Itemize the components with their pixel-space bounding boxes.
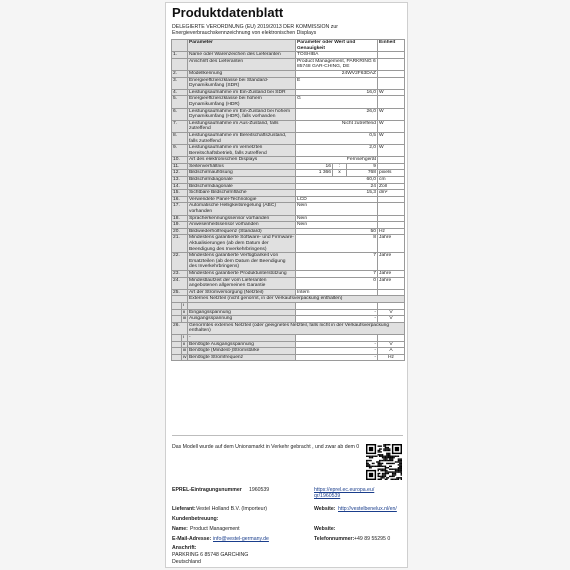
row-number: 17. <box>172 203 188 215</box>
table-header-row <box>172 40 405 52</box>
row-sub-index: i <box>182 334 188 341</box>
row-number: 13. <box>172 177 188 184</box>
row-number: 2. <box>172 70 188 77</box>
table-row <box>172 52 405 59</box>
row-parameter: Bildschirmauflösung <box>188 170 296 177</box>
row-number: 22. <box>172 253 188 271</box>
row-number: 19. <box>172 222 188 229</box>
table-row <box>172 235 405 253</box>
customer-service-label: Kundenbetreuung: <box>172 516 219 522</box>
row-parameter: Sichtbare Bildschirmfläche <box>188 190 296 197</box>
header-value: Parameter oder Wert und Genauigkeit <box>296 40 378 52</box>
row-number: 23. <box>172 270 188 277</box>
table-row <box>172 322 405 334</box>
row-parameter: Anschrift des Lieferanten <box>188 58 296 70</box>
table-row <box>172 309 405 316</box>
row-parameter: Mindestens garantierte Verfügbarkeit von Ersatzteilen (ab dem Datum der Beendigung des Inverkehrbringens) <box>188 253 296 271</box>
table-row <box>172 58 405 70</box>
row-parameter: Leistungsaufnahme im vernetzten Bereitschaftsbetrieb, falls zutreffend <box>188 145 296 157</box>
row-unit <box>378 215 405 222</box>
row-parameter: Art der Stromversorgung (Netzteil) <box>188 289 296 296</box>
row-parameter: Benötigte Stromfrequenz <box>188 354 296 361</box>
row-unit: W <box>378 108 405 120</box>
row-parameter: Anwesenheitssensor vorhanden <box>188 222 296 229</box>
page-title: Produktdatenblatt <box>172 5 284 20</box>
row-parameter: Energieeffizienzklasse bei hohem Dynamikumfang (HDR) <box>188 96 296 108</box>
eprel-label: EPREL-Eintragungsnummer <box>172 487 242 493</box>
row-value: Intern <box>296 289 378 296</box>
qr-code-icon[interactable] <box>366 444 402 480</box>
row-value-separator: : <box>333 163 347 170</box>
row-unit <box>378 222 405 229</box>
row-number <box>172 309 182 316</box>
row-parameter: Leistungsaufnahme im Bereitschaftszustand, falls zutreffend <box>188 132 296 144</box>
eprel-link[interactable]: https://eprel.ec.europa.eu/qr/1960539 <box>314 487 375 499</box>
row-number: 14. <box>172 183 188 190</box>
table-row <box>172 77 405 89</box>
table-row <box>172 203 405 215</box>
row-number: 1. <box>172 52 188 59</box>
table-row <box>172 334 405 341</box>
row-value: - <box>296 348 378 355</box>
row-unit: Hz <box>378 228 405 235</box>
row-unit: W <box>378 120 405 132</box>
row-parameter: - <box>188 334 296 341</box>
email-label: E-Mail-Adresse: <box>172 536 212 542</box>
row-number: 9. <box>172 145 188 157</box>
row-value-2: 9 <box>347 163 378 170</box>
supplier-website-link[interactable]: http://vestelbenelux.nl/en/ <box>338 506 397 512</box>
table-row <box>172 108 405 120</box>
header-unit: Einheit <box>378 40 405 52</box>
row-unit: V <box>378 309 405 316</box>
row-number: 7. <box>172 120 188 132</box>
product-parameter-table <box>171 39 405 361</box>
row-value: 24 <box>296 183 378 190</box>
row-unit: Jahre <box>378 235 405 253</box>
section-divider <box>172 435 403 436</box>
row-sub-index: ii <box>182 309 188 316</box>
row-unit: W <box>378 89 405 96</box>
row-parameter: Bildschirmdiagonale <box>188 183 296 190</box>
row-number <box>172 341 182 348</box>
table-row <box>172 70 405 77</box>
row-parameter: Bildwiederholfrequenz (Standard) <box>188 228 296 235</box>
header-number <box>172 40 188 52</box>
row-unit: Hz <box>378 354 405 361</box>
row-number: 15. <box>172 190 188 197</box>
row-value: 8 <box>296 235 378 253</box>
phone-label: Telefonnummer: <box>314 536 355 542</box>
table-row <box>172 132 405 144</box>
row-value-separator: x <box>333 170 347 177</box>
row-value: 16,0 <box>296 89 378 96</box>
table-row <box>172 253 405 271</box>
table-row <box>172 177 405 184</box>
table-row <box>172 354 405 361</box>
row-value <box>296 302 378 309</box>
row-value: Nein <box>296 203 378 215</box>
row-value: - <box>296 341 378 348</box>
row-full-text: Externes Netzteil (nicht genormt, in der Verkaufsverpackung enthalten) <box>188 296 405 303</box>
row-value-1: 16 <box>296 163 333 170</box>
row-value: 2,0 <box>296 145 378 157</box>
row-sub-index: iv <box>183 354 187 360</box>
row-number: 5. <box>172 96 188 108</box>
row-sub-index: iii <box>183 348 187 354</box>
table-row <box>172 170 405 177</box>
row-number: 20. <box>172 228 188 235</box>
row-parameter: Leistungsaufnahme im Aus-Zustand, falls zutreffend <box>188 120 296 132</box>
row-number: 26. <box>172 322 188 334</box>
email-link[interactable]: info@vestel-germany.de <box>213 536 269 542</box>
row-unit <box>378 289 405 296</box>
row-value: Fernsehgerät <box>296 157 378 164</box>
row-value: G <box>296 96 378 108</box>
row-number <box>172 316 182 323</box>
row-unit <box>378 196 405 203</box>
row-number <box>172 302 182 309</box>
row-number: 12. <box>172 170 188 177</box>
table-row <box>172 215 405 222</box>
row-unit: V <box>378 341 405 348</box>
row-parameter: Verwendete Panel-Technologie <box>188 196 296 203</box>
table-row <box>172 341 405 348</box>
table-row <box>172 296 405 303</box>
row-parameter: Mindestens garantierte Produktunterstützung <box>188 270 296 277</box>
row-unit <box>378 163 405 170</box>
table-row <box>172 348 405 355</box>
table-row <box>172 96 405 108</box>
row-unit: pixels <box>378 170 405 177</box>
row-sub-index: ii <box>182 341 188 348</box>
website-label-2: Website: <box>314 526 336 532</box>
table-row <box>172 120 405 132</box>
row-parameter <box>188 302 296 309</box>
row-parameter: Modellkennung <box>188 70 296 77</box>
row-unit <box>378 52 405 59</box>
row-number: 8. <box>172 132 188 144</box>
row-value: 7 <box>296 253 378 271</box>
row-value: 15,3 <box>296 190 378 197</box>
row-value: Product Management, PARKRING 6 85748 GAR-CHING, DE <box>297 58 376 70</box>
table-row <box>172 270 405 277</box>
row-value: 50 <box>296 228 378 235</box>
address-line-1: PARKRING 6 85748 GARCHING <box>172 552 249 558</box>
row-full-text: Genormtes externes Netzteil (oder geeignetes Netzteil, falls nicht in der Verkaufsverpackung enthalten) <box>188 322 405 334</box>
row-number <box>172 334 182 341</box>
row-parameter: Automatische Helligkeitsregelung (ABC) vorhanden <box>188 203 296 215</box>
row-number: 18. <box>172 215 188 222</box>
row-unit: cm <box>378 177 405 184</box>
row-parameter: Seitenverhältnis <box>188 163 296 170</box>
row-unit <box>378 302 405 309</box>
table-row <box>172 183 405 190</box>
row-number: 16. <box>172 196 188 203</box>
row-unit: V <box>378 316 405 323</box>
row-number: 3. <box>172 77 188 89</box>
row-unit <box>378 77 405 89</box>
product-data-sheet <box>165 2 408 568</box>
table-row <box>172 163 405 170</box>
row-unit: W <box>378 132 405 144</box>
row-parameter: Name oder Warenzeichen des Lieferanten <box>188 52 296 59</box>
row-unit <box>378 70 405 77</box>
table-row <box>172 157 405 164</box>
row-parameter: Spracherkennungssensor vorhanden <box>188 215 296 222</box>
row-parameter: Mindestens garantierte Software- und Firmware-Aktualisierungen (ab dem Datum der Beendigung des Inverkehrbringens) <box>189 235 294 252</box>
row-number: 4. <box>172 89 188 96</box>
website-label-1: Website: <box>314 506 336 512</box>
name-label: Name: <box>172 526 188 532</box>
supplier-label: Lieferant: <box>172 506 196 512</box>
row-parameter: Benötigte Ausgangsspannung <box>188 341 296 348</box>
row-parameter: Ausgangsspannung <box>188 316 296 323</box>
row-parameter: Bildschirmdiagonale <box>188 177 296 184</box>
row-parameter: Eingangsspannung <box>188 309 296 316</box>
row-unit <box>378 58 405 70</box>
table-row <box>172 316 405 323</box>
row-number: 10. <box>172 157 188 164</box>
row-unit <box>378 96 405 108</box>
table-row <box>172 222 405 229</box>
row-number: 21. <box>172 235 188 253</box>
supplier-value: Vestel Holland B.V. (Importeur) <box>196 506 268 512</box>
eprel-number: 1960539 <box>249 487 270 493</box>
address-line-2: Deutschland <box>172 559 201 565</box>
row-value: LCD <box>296 196 378 203</box>
row-value: E <box>296 77 378 89</box>
row-parameter: Benötigte (Mindest-)Stromstärke <box>188 348 296 355</box>
row-value-2: 768 <box>347 170 378 177</box>
row-unit: W <box>378 145 405 157</box>
table-row <box>172 302 405 309</box>
table-row <box>172 145 405 157</box>
row-value: TOSHIBA <box>296 52 378 59</box>
row-value: Nein <box>296 222 378 229</box>
row-number: 24. <box>172 277 188 289</box>
row-number: 25. <box>172 289 188 296</box>
table-row <box>172 289 405 296</box>
table-row <box>172 190 405 197</box>
row-value: 24WV2F63DAZ <box>296 70 378 77</box>
row-unit: Zoll <box>378 183 405 190</box>
row-unit: A <box>378 348 405 355</box>
row-value: - <box>296 354 378 361</box>
row-parameter: Leistungsaufnahme im Ein-Zustand bei SDR <box>188 89 296 96</box>
table-row <box>172 196 405 203</box>
row-value: 7 <box>296 270 378 277</box>
row-value: 60,0 <box>296 177 378 184</box>
row-number: 6. <box>172 108 188 120</box>
address-label: Anschrift: <box>172 545 197 551</box>
market-date-note: Das Modell wurde auf dem Unionsmarkt in Verkehr gebracht , und zwar ab dem 0 <box>172 444 360 450</box>
row-parameter: Energieeffizienzklasse bei Standard-Dynamikumfang (SDR) <box>188 77 296 89</box>
row-unit: dm² <box>378 190 405 197</box>
row-number <box>172 354 182 361</box>
row-value-1: 1 366 <box>296 170 333 177</box>
row-value: - <box>296 309 378 316</box>
row-value: 0,5 <box>296 132 378 144</box>
table-row <box>172 89 405 96</box>
row-value: 0 <box>296 277 378 289</box>
name-value: Product Management <box>190 526 240 532</box>
row-parameter: Mindestlaufzeit der vom Lieferanten angebotenen allgemeinen Garantie <box>188 277 296 289</box>
row-unit <box>378 334 405 341</box>
header-parameter: Parameter <box>188 40 296 52</box>
row-value: 26,0 <box>296 108 378 120</box>
row-sub-index: iii <box>183 316 187 322</box>
row-sub-index: i <box>182 302 188 309</box>
row-unit <box>378 157 405 164</box>
table-row <box>172 228 405 235</box>
row-unit <box>378 203 405 215</box>
row-unit: Jahre <box>378 277 405 289</box>
row-value: Nicht zutreffend <box>296 120 378 132</box>
row-unit: Jahre <box>378 270 405 277</box>
row-parameter: Leistungsaufnahme im Ein-Zustand bei hohem Dynamikumfang (HDR), falls vorhanden <box>188 108 296 120</box>
regulation-subtitle: DELEGIERTE VERORDNUNG (EU) 2019/2013 DER KOMMISSION zur Energieverbrauchskennzeichnung von elektronischen Displays <box>172 24 338 36</box>
row-value: Nein <box>296 215 378 222</box>
row-value: - <box>296 316 378 323</box>
phone-value: +49 89 55295 0 <box>354 536 391 542</box>
table-row <box>172 277 405 289</box>
row-parameter: Art des elektronischen Displays <box>188 157 296 164</box>
row-number <box>172 58 188 70</box>
row-value <box>296 334 378 341</box>
row-unit: Jahre <box>378 253 405 271</box>
row-number: 11. <box>172 163 188 170</box>
row-number <box>172 296 188 303</box>
row-number <box>172 348 182 355</box>
